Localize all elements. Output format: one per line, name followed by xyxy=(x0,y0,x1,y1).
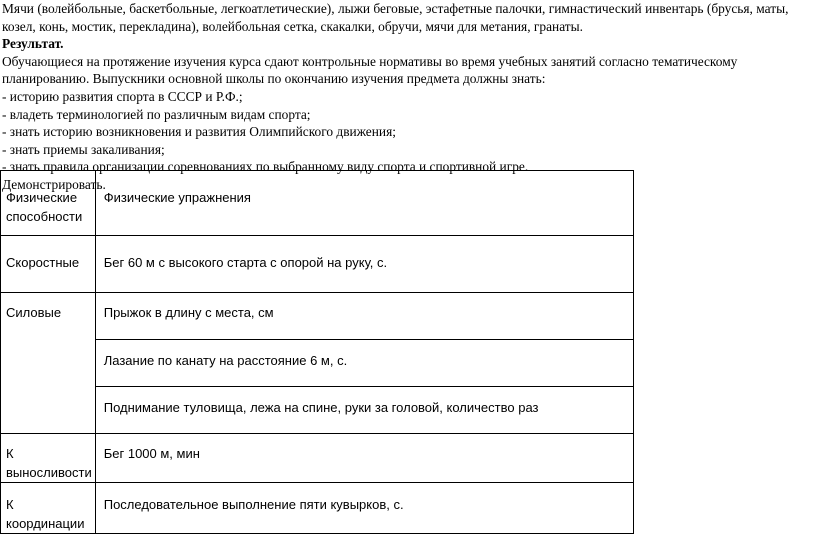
list-item: - владеть терминологией по различным видам спорта; xyxy=(2,106,311,122)
table-row xyxy=(1,434,634,483)
table-row xyxy=(1,483,634,534)
exercise-cell: Лазание по канату на расстояние 6 м, с. xyxy=(95,340,633,387)
fitness-standards-table xyxy=(0,170,634,534)
ability-cell xyxy=(1,340,96,387)
header-cell-ability xyxy=(1,171,96,236)
ability-cell xyxy=(1,387,96,434)
list-item: - историю развития спорта в СССР и Р.Ф.; xyxy=(2,88,243,104)
ability-cell: Силовые xyxy=(1,293,96,340)
exercise-cell: Последовательное выполнение пяти кувырков, с. xyxy=(95,483,633,534)
table-header-row xyxy=(1,171,634,236)
document-body xyxy=(2,0,814,194)
table-row xyxy=(1,340,634,387)
list-item: - знать правила организации соревнованиях по выбранному виду спорта и спортивной игре. xyxy=(2,159,529,175)
table-row xyxy=(1,293,634,340)
header-ability-line: способности xyxy=(6,209,83,224)
ability-cell: Скоростные xyxy=(1,236,96,293)
paragraph-line: планированию. Выпускники основной школы по окончанию изучения предмета должны знать: xyxy=(2,71,546,87)
exercise-cell: Прыжок в длину с места, см xyxy=(95,293,633,340)
ability-cell: К координации xyxy=(1,483,96,534)
exercise-cell: Бег 1000 м, мин xyxy=(95,434,633,483)
table-row xyxy=(1,236,634,293)
header-ability-line: Физические xyxy=(6,190,78,205)
paragraph-line: Обучающиеся на протяжение изучения курса сдают контрольные нормативы во время учебных занятий согласно тематическому xyxy=(2,53,738,69)
list-item: - знать историю возникновения и развития Олимпийского движения; xyxy=(2,124,396,140)
intro-text-line: козел, конь, мостик, перекладина), волейбольная сетка, скакалки, обручи, мячи для метания, гранаты. xyxy=(2,18,583,34)
table-row xyxy=(1,387,634,434)
result-heading: Результат. xyxy=(2,36,64,52)
list-item: - знать приемы закаливания; xyxy=(2,141,165,157)
exercise-cell: Поднимание туловища, лежа на спине, руки за головой, количество раз xyxy=(95,387,633,434)
intro-text-line: Мячи (волейбольные, баскетбольные, легкоатлетические), лыжи беговые, эстафетные палочки, гимнастический инвентарь (брусья, маты, xyxy=(2,1,789,16)
ability-cell: К выносливости xyxy=(1,434,96,483)
header-cell-exercise: Физические упражнения xyxy=(95,171,633,236)
demonstrate-label: Демонстрировать. xyxy=(2,176,106,192)
exercise-cell: Бег 60 м с высокого старта с опорой на руку, с. xyxy=(95,236,633,293)
